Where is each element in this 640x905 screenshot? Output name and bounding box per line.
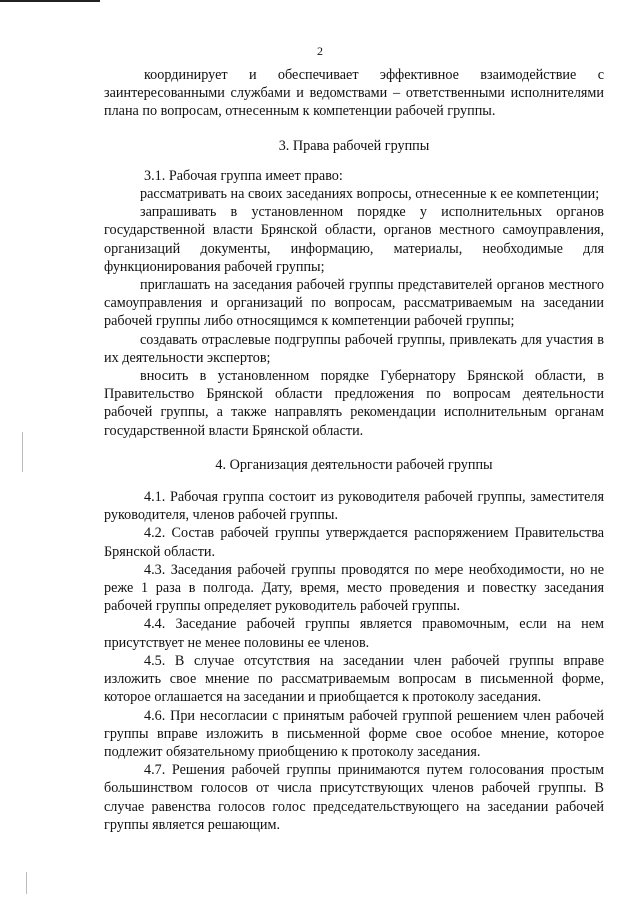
section-4-title: 4. Организация деятельности рабочей группы bbox=[215, 456, 493, 473]
section-4-item: 4.7. Решения рабочей группы принимаются путем голосования простым большинством голосов от числа присутствующих членов рабочей группы. В случае равенства голосов голос председательствующего на заседании рабочей группы является решающим. bbox=[104, 762, 604, 833]
document-body bbox=[104, 66, 604, 834]
section-3-item: вносить в установленном порядке Губернатору Брянской области, в Правительство Брянской области предложения по вопросам деятельности рабочей группы, а также направлять рекомендации исполнительным органам государственной власти Брянской области. bbox=[104, 368, 604, 439]
section-4-item: 4.5. В случае отсутствия на заседании член рабочей группы вправе изложить свое мнение по рассматриваемым вопросам в письменной форме, которое оглашается на заседании и приобщается к протоколу заседания. bbox=[104, 652, 604, 706]
section-4-item: 4.2. Состав рабочей группы утверждается распоряжением Правительства Брянской области. bbox=[104, 525, 604, 560]
section-3-item: приглашать на заседания рабочей группы представителей органов местного самоуправления и организаций по вопросам, рассматриваемым на заседании рабочей группы либо относящимся к компетенции рабочей группы; bbox=[104, 277, 604, 330]
section-4-item: 4.4. Заседание рабочей группы является правомочным, если на нем присутствует не менее половины ее членов. bbox=[104, 616, 604, 651]
section-3-title: 3. Права рабочей группы bbox=[278, 137, 430, 154]
section-3-item: рассматривать на своих заседаниях вопросы, отнесенные к ее компетенции; bbox=[140, 186, 600, 203]
section-4-item: 4.1. Рабочая группа состоит из руководителя рабочей группы, заместителя руководителя, членов рабочей группы. bbox=[104, 489, 604, 524]
section-4-item: 4.6. При несогласии с принятым рабочей группой решением член рабочей группы вправе изложить в письменной форме свое особое мнение, которое подлежит обязательному приобщению к протоколу заседания. bbox=[104, 707, 604, 760]
top-rule bbox=[0, 0, 100, 2]
intro-paragraph: координирует и обеспечивает эффективное взаимодействие с заинтересованными службами и ведомствами – ответственными исполнителями плана по вопросам, отнесенным к компетенции рабочей группы. bbox=[104, 67, 604, 120]
section-3-item: запрашивать в установленном порядке у исполнительных органов государственной власти Брянской области, органов местного самоуправления, организаций документы, информацию, материалы, необходимые для функционирования рабочей группы; bbox=[104, 204, 604, 275]
scan-artifact bbox=[26, 872, 27, 894]
section-3-item: 3.1. Рабочая группа имеет право: bbox=[144, 167, 343, 184]
scan-artifact bbox=[22, 432, 23, 472]
section-4-item: 4.3. Заседания рабочей группы проводятся по мере необходимости, но не реже 1 раза в полгода. Дату, время, место проведения и повестку заседания рабочей группы определяет руководитель рабочей группы. bbox=[104, 561, 604, 615]
page-number: 2 bbox=[317, 44, 323, 58]
section-3-item: создавать отраслевые подгруппы рабочей группы, привлекать для участия в их деятельности экспертов; bbox=[104, 331, 604, 366]
